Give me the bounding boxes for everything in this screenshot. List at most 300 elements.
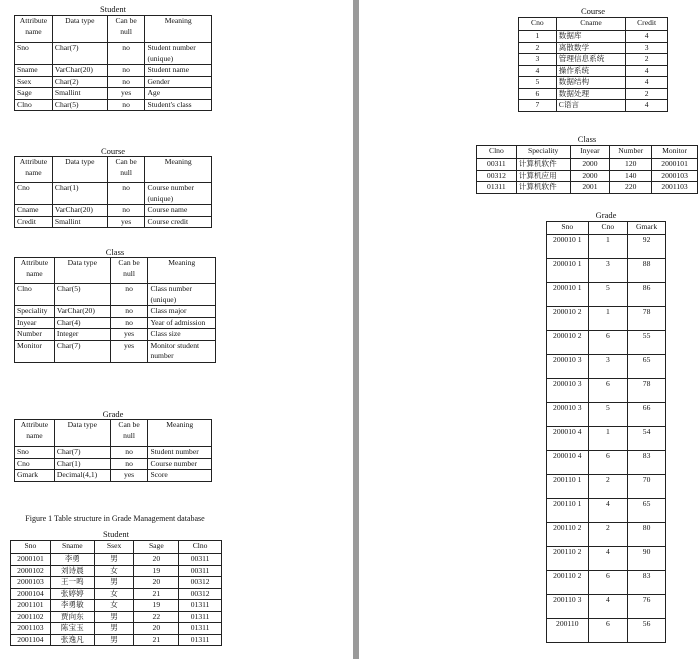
table-header-row xyxy=(547,222,666,235)
table-cell: 220 xyxy=(610,182,652,194)
table-cell: Clno xyxy=(15,99,53,111)
column-header: Sage xyxy=(134,541,179,554)
table-cell: 1 xyxy=(588,307,628,331)
table-cell: 2 xyxy=(626,88,668,100)
column-header: Can be null xyxy=(110,420,148,447)
course-data-title: Course xyxy=(580,6,606,16)
table-cell: 83 xyxy=(628,451,666,475)
table-cell: 200110 2 xyxy=(547,571,589,595)
table-row xyxy=(547,499,666,523)
table-cell: Smallint xyxy=(52,88,107,100)
table-cell: 陈宝玉 xyxy=(50,623,94,635)
table-cell: 计算机软件 xyxy=(516,182,570,194)
table-cell: Gender xyxy=(145,76,212,88)
table-cell: 4 xyxy=(588,547,628,571)
table-row xyxy=(547,619,666,643)
table-row xyxy=(547,355,666,379)
grade-schema-table xyxy=(14,419,212,482)
table-cell: 6 xyxy=(588,619,628,643)
table-cell: 78 xyxy=(628,379,666,403)
table-row xyxy=(547,547,666,571)
table-cell: yes xyxy=(107,216,145,228)
table-cell: 6 xyxy=(588,379,628,403)
table-cell: Char(5) xyxy=(52,99,107,111)
table-row xyxy=(547,403,666,427)
column-header: Meaning xyxy=(145,16,212,43)
table-cell: 65 xyxy=(628,355,666,379)
table-cell: 2001104 xyxy=(11,634,51,646)
column-header: Inyear xyxy=(570,146,610,159)
column-header: Sname xyxy=(50,541,94,554)
table-cell: Char(7) xyxy=(52,43,107,65)
table-cell: 4 xyxy=(588,595,628,619)
table-cell: 2000103 xyxy=(11,577,51,589)
table-cell: 2000102 xyxy=(11,565,51,577)
table-row xyxy=(11,634,222,646)
table-cell: Cno xyxy=(15,183,53,205)
table-cell: 张婷婷 xyxy=(50,588,94,600)
table-cell: Sno xyxy=(15,43,53,65)
table-header-row xyxy=(11,541,222,554)
table-row xyxy=(11,565,222,577)
table-cell: no xyxy=(110,306,148,318)
table-cell: 83 xyxy=(628,571,666,595)
table-cell: 200110 3 xyxy=(547,595,589,619)
table-cell: 78 xyxy=(628,307,666,331)
table-cell: 22 xyxy=(134,611,179,623)
table-cell: Char(4) xyxy=(54,317,110,329)
table-cell: 3 xyxy=(588,355,628,379)
table-cell: Char(2) xyxy=(52,76,107,88)
table-cell: 4 xyxy=(519,65,557,77)
table-cell: yes xyxy=(110,340,148,362)
class-schema-table xyxy=(14,257,216,363)
table-cell: 1 xyxy=(519,31,557,43)
table-cell: 女 xyxy=(94,565,134,577)
table-cell: Student number (unique) xyxy=(145,43,212,65)
table-row xyxy=(15,43,212,65)
table-cell: no xyxy=(107,43,145,65)
table-cell: 65 xyxy=(628,499,666,523)
table-row xyxy=(519,31,668,43)
table-cell: VarChar(20) xyxy=(54,306,110,318)
table-cell: 90 xyxy=(628,547,666,571)
table-cell: 7 xyxy=(519,100,557,112)
table-header-row xyxy=(519,18,668,31)
table-cell: 200010 4 xyxy=(547,427,589,451)
table-row xyxy=(519,100,668,112)
table-cell: Course name xyxy=(145,205,212,217)
column-header: Cno xyxy=(519,18,557,31)
table-cell: 2001103 xyxy=(652,182,698,194)
table-cell: Class size xyxy=(148,329,216,341)
table-cell: 4 xyxy=(626,65,668,77)
table-cell: Class number (unique) xyxy=(148,284,216,306)
table-cell: yes xyxy=(110,470,148,482)
table-cell: Char(7) xyxy=(54,340,110,362)
table-row xyxy=(15,306,216,318)
table-row xyxy=(11,623,222,635)
student-data-title: Student xyxy=(103,529,129,539)
course-schema-title: Course xyxy=(100,146,126,156)
table-cell: 00312 xyxy=(179,577,222,589)
table-cell: 男 xyxy=(94,611,134,623)
column-header: Meaning xyxy=(145,157,212,183)
table-cell: 数据处理 xyxy=(556,88,625,100)
table-cell: 数据库 xyxy=(556,31,625,43)
table-cell: 20 xyxy=(134,623,179,635)
table-row xyxy=(477,159,698,171)
table-cell: Clno xyxy=(15,284,55,306)
table-cell: Char(1) xyxy=(52,183,107,205)
table-cell: no xyxy=(110,284,148,306)
table-cell: 5 xyxy=(588,403,628,427)
table-cell: VarChar(20) xyxy=(52,205,107,217)
table-cell: 19 xyxy=(134,565,179,577)
class-schema-title: Class xyxy=(105,247,125,257)
table-cell: 3 xyxy=(626,42,668,54)
table-cell: Student number xyxy=(148,447,212,459)
figure-caption: Figure 1 Table structure in Grade Management database xyxy=(25,514,205,523)
table-cell: 2 xyxy=(626,54,668,66)
table-cell: 计算机应用 xyxy=(516,170,570,182)
table-cell: 李勇敏 xyxy=(50,600,94,612)
table-row xyxy=(547,259,666,283)
grade-data-title: Grade xyxy=(595,210,617,220)
table-cell: 2 xyxy=(519,42,557,54)
table-cell: 6 xyxy=(519,88,557,100)
table-row xyxy=(15,317,216,329)
table-row xyxy=(15,183,212,205)
table-header-row xyxy=(15,157,212,183)
table-cell: 2000101 xyxy=(652,159,698,171)
table-cell: 女 xyxy=(94,588,134,600)
table-cell: 200010 3 xyxy=(547,355,589,379)
table-cell: 01311 xyxy=(477,182,517,194)
table-cell: no xyxy=(107,205,145,217)
table-cell: 张逸凡 xyxy=(50,634,94,646)
column-header: Data type xyxy=(54,258,110,284)
table-cell: 2000104 xyxy=(11,588,51,600)
table-row xyxy=(11,554,222,566)
right-page xyxy=(362,0,700,659)
table-cell: Class major xyxy=(148,306,216,318)
table-row xyxy=(15,470,212,482)
table-cell: 70 xyxy=(628,475,666,499)
table-cell: 120 xyxy=(610,159,652,171)
table-row xyxy=(547,427,666,451)
table-cell: Char(5) xyxy=(54,284,110,306)
column-header: Cno xyxy=(588,222,628,235)
table-row xyxy=(15,65,212,77)
table-cell: 200010 1 xyxy=(547,259,589,283)
course-schema-table xyxy=(14,156,212,228)
table-cell: 20 xyxy=(134,554,179,566)
table-cell: 2001101 xyxy=(11,600,51,612)
table-cell: 2000101 xyxy=(11,554,51,566)
table-cell: Char(7) xyxy=(54,447,110,459)
table-row xyxy=(15,329,216,341)
table-cell: 6 xyxy=(588,331,628,355)
table-cell: 200010 1 xyxy=(547,283,589,307)
table-cell: 李勇 xyxy=(50,554,94,566)
table-cell: 1 xyxy=(588,427,628,451)
table-cell: 3 xyxy=(519,54,557,66)
table-row xyxy=(519,65,668,77)
table-cell: Age xyxy=(145,88,212,100)
column-header: Attribute name xyxy=(15,420,55,447)
table-cell: 200010 1 xyxy=(547,235,589,259)
table-cell: no xyxy=(107,65,145,77)
table-cell: 19 xyxy=(134,600,179,612)
table-cell: VarChar(20) xyxy=(52,65,107,77)
column-header: Meaning xyxy=(148,258,216,284)
table-cell: 01311 xyxy=(179,611,222,623)
table-cell: Course number (unique) xyxy=(145,183,212,205)
table-cell: 离散数学 xyxy=(556,42,625,54)
table-cell: 4 xyxy=(626,77,668,89)
column-header: Monitor xyxy=(652,146,698,159)
column-header: Number xyxy=(610,146,652,159)
table-cell: 56 xyxy=(628,619,666,643)
table-row xyxy=(11,588,222,600)
table-row xyxy=(11,600,222,612)
table-cell: 21 xyxy=(134,588,179,600)
column-header: Sno xyxy=(11,541,51,554)
table-cell: 55 xyxy=(628,331,666,355)
table-cell: 200110 2 xyxy=(547,523,589,547)
table-cell: 2000103 xyxy=(652,170,698,182)
grade-data-table xyxy=(546,221,666,643)
table-row xyxy=(547,235,666,259)
table-cell: 刘诗晨 xyxy=(50,565,94,577)
table-cell: Score xyxy=(148,470,212,482)
table-cell: Student name xyxy=(145,65,212,77)
table-cell: no xyxy=(107,99,145,111)
table-row xyxy=(547,595,666,619)
table-row xyxy=(477,170,698,182)
column-header: Data type xyxy=(54,420,110,447)
table-row xyxy=(15,458,212,470)
table-cell: 5 xyxy=(588,283,628,307)
table-cell: 6 xyxy=(588,571,628,595)
table-cell: no xyxy=(110,317,148,329)
table-cell: 数据结构 xyxy=(556,77,625,89)
table-row xyxy=(15,76,212,88)
table-cell: Credit xyxy=(15,216,53,228)
table-row xyxy=(15,216,212,228)
table-cell: 00311 xyxy=(179,554,222,566)
table-cell: Smallint xyxy=(52,216,107,228)
table-cell: 54 xyxy=(628,427,666,451)
table-cell: Integer xyxy=(54,329,110,341)
table-row xyxy=(15,99,212,111)
table-cell: yes xyxy=(107,88,145,100)
table-cell: 200110 1 xyxy=(547,475,589,499)
student-data-table xyxy=(10,540,222,646)
table-cell: 21 xyxy=(134,634,179,646)
class-data-title: Class xyxy=(577,134,597,144)
student-schema-title: Student xyxy=(100,4,126,14)
table-cell: 2 xyxy=(588,523,628,547)
column-header: Clno xyxy=(179,541,222,554)
column-header: Attribute name xyxy=(15,258,55,284)
column-header: Gmark xyxy=(628,222,666,235)
table-cell: 01311 xyxy=(179,634,222,646)
table-cell: 男 xyxy=(94,634,134,646)
table-cell: 2001 xyxy=(570,182,610,194)
table-cell: 4 xyxy=(626,31,668,43)
table-cell: 管理信息系统 xyxy=(556,54,625,66)
column-header: Data type xyxy=(52,16,107,43)
table-row xyxy=(547,451,666,475)
table-cell: Speciality xyxy=(15,306,55,318)
table-cell: no xyxy=(110,458,148,470)
table-cell: 5 xyxy=(519,77,557,89)
column-header: Attribute name xyxy=(15,157,53,183)
table-cell: Sname xyxy=(15,65,53,77)
table-row xyxy=(477,182,698,194)
table-row xyxy=(547,283,666,307)
table-row xyxy=(547,571,666,595)
page-gutter xyxy=(350,0,362,659)
table-cell: 00311 xyxy=(477,159,517,171)
table-cell: 200010 3 xyxy=(547,403,589,427)
table-cell: 3 xyxy=(588,259,628,283)
table-cell: 88 xyxy=(628,259,666,283)
table-cell: 200110 xyxy=(547,619,589,643)
column-header: Data type xyxy=(52,157,107,183)
table-cell: no xyxy=(107,183,145,205)
table-cell: 2000 xyxy=(570,159,610,171)
table-cell: Cno xyxy=(15,458,55,470)
table-cell: Decimal(4,1) xyxy=(54,470,110,482)
table-cell: 6 xyxy=(588,451,628,475)
table-cell: 1 xyxy=(588,235,628,259)
table-cell: 01311 xyxy=(179,623,222,635)
table-cell: 贾向东 xyxy=(50,611,94,623)
table-cell: Number xyxy=(15,329,55,341)
table-cell: 2000 xyxy=(570,170,610,182)
table-cell: 4 xyxy=(626,100,668,112)
table-cell: 92 xyxy=(628,235,666,259)
table-header-row xyxy=(15,258,216,284)
table-cell: Sno xyxy=(15,447,55,459)
table-cell: 200010 4 xyxy=(547,451,589,475)
table-row xyxy=(15,447,212,459)
table-cell: 男 xyxy=(94,577,134,589)
grade-schema-title: Grade xyxy=(102,409,124,419)
table-cell: no xyxy=(107,76,145,88)
table-cell: 20 xyxy=(134,577,179,589)
table-cell: 4 xyxy=(588,499,628,523)
table-cell: 2001103 xyxy=(11,623,51,635)
table-cell: 01311 xyxy=(179,600,222,612)
table-cell: 86 xyxy=(628,283,666,307)
table-cell: 2 xyxy=(588,475,628,499)
table-cell: 80 xyxy=(628,523,666,547)
table-cell: Gmark xyxy=(15,470,55,482)
column-header: Meaning xyxy=(148,420,212,447)
table-row xyxy=(15,88,212,100)
table-cell: 00312 xyxy=(179,588,222,600)
table-row xyxy=(519,77,668,89)
table-cell: Ssex xyxy=(15,76,53,88)
table-cell: 王一鸣 xyxy=(50,577,94,589)
table-cell: Inyear xyxy=(15,317,55,329)
column-header: Clno xyxy=(477,146,517,159)
table-row xyxy=(11,577,222,589)
table-row xyxy=(519,54,668,66)
table-row xyxy=(519,42,668,54)
table-cell: Student's class xyxy=(145,99,212,111)
table-cell: Char(1) xyxy=(54,458,110,470)
table-row xyxy=(15,340,216,362)
table-row xyxy=(547,475,666,499)
table-cell: Course credit xyxy=(145,216,212,228)
column-header: Can be null xyxy=(110,258,148,284)
column-header: Cname xyxy=(556,18,625,31)
column-header: Sno xyxy=(547,222,589,235)
student-schema-table xyxy=(14,15,212,111)
table-cell: C语言 xyxy=(556,100,625,112)
table-cell: 200010 2 xyxy=(547,331,589,355)
table-cell: 00311 xyxy=(179,565,222,577)
column-header: Attribute name xyxy=(15,16,53,43)
course-data-table xyxy=(518,17,668,112)
table-cell: Sage xyxy=(15,88,53,100)
table-row xyxy=(15,205,212,217)
table-cell: 操作系统 xyxy=(556,65,625,77)
table-cell: 00312 xyxy=(477,170,517,182)
table-row xyxy=(11,611,222,623)
page-divider xyxy=(353,0,359,659)
class-data-table xyxy=(476,145,698,194)
table-cell: 2001102 xyxy=(11,611,51,623)
column-header: Can be null xyxy=(107,157,145,183)
table-cell: Cname xyxy=(15,205,53,217)
table-row xyxy=(547,379,666,403)
table-cell: 200010 3 xyxy=(547,379,589,403)
table-cell: 200110 1 xyxy=(547,499,589,523)
table-header-row xyxy=(15,420,212,447)
column-header: Ssex xyxy=(94,541,134,554)
table-row xyxy=(15,284,216,306)
table-cell: 140 xyxy=(610,170,652,182)
table-cell: no xyxy=(110,447,148,459)
table-row xyxy=(547,331,666,355)
table-cell: yes xyxy=(110,329,148,341)
column-header: Speciality xyxy=(516,146,570,159)
table-cell: 200110 2 xyxy=(547,547,589,571)
table-cell: Monitor student number xyxy=(148,340,216,362)
table-cell: 男 xyxy=(94,623,134,635)
table-cell: 计算机软件 xyxy=(516,159,570,171)
table-row xyxy=(519,88,668,100)
table-cell: 66 xyxy=(628,403,666,427)
table-cell: 76 xyxy=(628,595,666,619)
table-row xyxy=(547,307,666,331)
table-cell: 200010 2 xyxy=(547,307,589,331)
column-header: Credit xyxy=(626,18,668,31)
table-cell: Monitor xyxy=(15,340,55,362)
table-cell: 女 xyxy=(94,600,134,612)
table-cell: 男 xyxy=(94,554,134,566)
table-cell: Course number xyxy=(148,458,212,470)
table-header-row xyxy=(477,146,698,159)
column-header: Can be null xyxy=(107,16,145,43)
table-row xyxy=(547,523,666,547)
